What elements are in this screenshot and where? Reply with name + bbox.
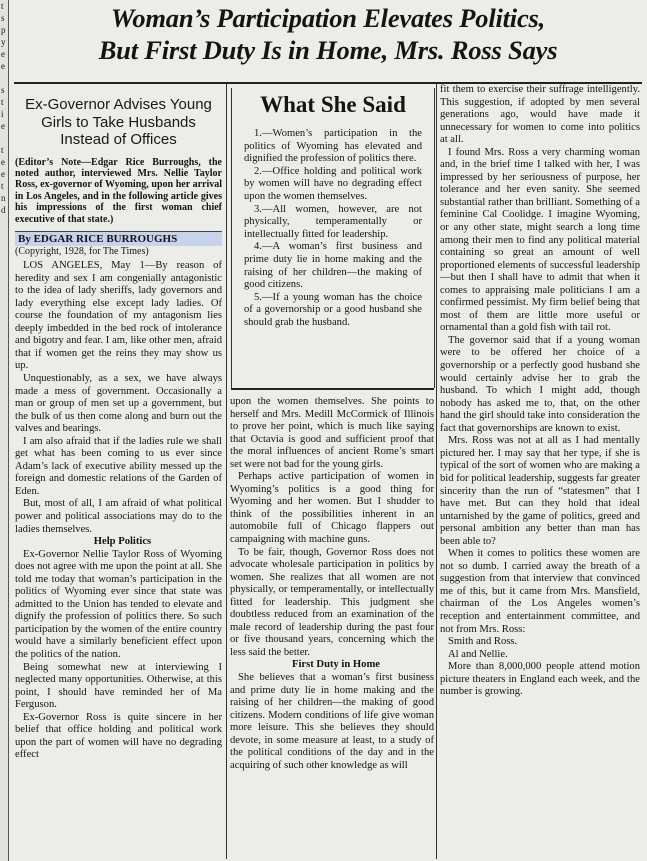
byline: By EDGAR RICE BURROUGHS — [15, 231, 222, 247]
headline-line-1: Woman’s Participation Elevates Politics, — [110, 3, 546, 33]
edge-letter: y — [1, 37, 6, 47]
edge-letter: e — [1, 121, 5, 131]
edge-letter: i — [1, 109, 4, 119]
edge-letter: e — [1, 169, 5, 179]
edge-letter: s — [1, 13, 5, 23]
section-head: Help Politics — [93, 536, 152, 548]
what-she-said-box — [231, 88, 435, 388]
headline — [14, 2, 642, 66]
paragraph: Unquestionably, as a sex, we have always made a mess of government. Occasionally a man or group of men set up a government, but the bulk of us then come along and burn out the valves and bearings. — [15, 372, 222, 435]
article-column-3 — [440, 84, 640, 699]
edge-letter: t — [1, 97, 4, 107]
box-title: What She Said — [260, 92, 406, 117]
edge-letter — [1, 132, 8, 144]
paragraph: Mrs. Ross was not at all as I had mentally pictured her. I may say that her type, if she is typical of the sort of women who are making a bid for political leadership, suggests far greater sincerity than the run of “statesmen” that I have met. But can they hold that ideal untarnished by the game of politics, greed and personal ambition any better than man has been able to? — [440, 435, 640, 547]
editor-note: (Editor’s Note—Edgar Rice Burroughs, the noted author, interviewed Mrs. Nellie Taylor Ross, ex-governor of Wyoming, upon her arrival in Los Angeles, and in the following article gives his impressions of the first woman chief executive of that state.) — [15, 156, 222, 225]
edge-letter: s — [1, 85, 5, 95]
copyright-line: (Copyright, 1928, for The Times) — [15, 246, 149, 258]
box-item: 2.—Office holding and political work by women will have no degrading effect upon the women themselves. — [244, 165, 422, 202]
paragraph: LOS ANGELES, May 1—By reason of heredity and sex I am congenially antagonistic to the idea of lady sheriffs, lady governors and lady everything else except lady ladies. Of course the foundation of my antagonism lies deeply imbedded in the bed rock of intolerance and bigotry and fear. I am, like other men, afraid that if women get the reins they may show us up. — [15, 260, 222, 372]
edge-letter: p — [1, 25, 6, 35]
paragraph: But, most of all, I am afraid of what political power and political associations may do to the ladies themselves. — [15, 498, 222, 535]
adjacent-column-edge — [0, 0, 9, 861]
paragraph: Being somewhat new at interviewing I neglected many opportunities. Otherwise, at this point, I should have reminded her of Ma Ferguson. — [15, 661, 222, 711]
box-item: 3.—All women, however, are not physically, temperamentally or intellectually fitted for leadership. — [244, 203, 422, 240]
article-column-2 — [230, 396, 434, 772]
signoff-line: Smith and Ross. — [448, 636, 518, 648]
edge-letter — [1, 72, 8, 84]
paragraph: Perhaps active participation of women in Wyoming’s politics is a good thing for Wyoming and her women. But I shudder to think of the possibilities inherent in an automobile full of Chicago flappers out campaigning with machine guns. — [230, 471, 434, 546]
paragraph: fit them to exercise their suffrage intelligently. This suggestion, if adopted by men several generations ago, would have made it unnecessary for women to come into politics at all. — [440, 84, 640, 146]
edge-letter: e — [1, 157, 5, 167]
subheadline: Ex-Governor Advises Young Girls to Take Husbands Instead of Offices — [25, 96, 212, 148]
box-item: 1.—Women’s participation in the politics of Wyoming has elevated and dignified the profession of politics there. — [244, 128, 422, 165]
paragraph: Ex-Governor Nellie Taylor Ross of Wyoming does not agree with me upon the point at all. She told me today that woman’s participation in the politics of Wyoming ever since that state was admitted to the Union has tended to elevate and dignify the profession of politics there. So such participation by the women of the entire country would have a similarly beneficient effect upon the politics of the nation. — [15, 548, 222, 660]
box-item: 4.—A woman’s first business and prime duty lie in home making and the raising of her children—the making of good citizens. — [244, 241, 422, 291]
headline-line-2: But First Duty Is in Home, Mrs. Ross Says — [98, 35, 558, 65]
paragraph: Ex-Governor Ross is quite sincere in her belief that office holding and political work upon the part of women will have no degrading effect — [15, 711, 222, 761]
edge-letter: t — [1, 1, 4, 11]
filler-note: More than 8,000,000 people attend motion picture theaters in England each week, and the number is growing. — [440, 661, 640, 698]
edge-letter: d — [1, 205, 6, 215]
section-head: First Duty in Home — [292, 659, 380, 671]
paragraph: I am also afraid that if the ladies rule we shall get what has been coming to us ever since Adam’s lack of executive ability messed up the foreign and domestic relations of the Garden of Eden. — [15, 435, 222, 497]
edge-letter: t — [1, 181, 4, 191]
edge-letter: t — [1, 145, 4, 155]
article-column-1 — [15, 92, 222, 762]
signoff-line: Al and Nellie. — [448, 648, 508, 660]
paragraph: The governor said that if a young woman were to be offered her choice of a governorship or a perfectly good husband she would certainly advise her to grab the husband. To which I might add, though nobody has asked me to, that, on the other hand the girl should take into consideration the fact that governorships are known to exist. — [440, 334, 640, 434]
paragraph: To be fair, though, Governor Ross does not advocate wholesale participation in politics by women. She realizes that all women are not physically, or temperamentally, or intellectually fitted for leadership. This judgment she doubtless reduced from an examination of the male record of leadership during the past four or five thousand years, concerning which the less said the better. — [230, 546, 434, 658]
box-bottom-rule — [231, 388, 434, 390]
paragraph: I found Mrs. Ross a very charming woman and, in the brief time I talked with her, I was impressed by her seriousness of purpose, her tolerance and her even sanity. She seemed substantial rather than brilliant. Something of a feminine Cal Coolidge. I imagine Wyoming, or any other state, might search a long time among their men to find any political material containing so great an amount of well proportioned elements of successful leadership—but then I shall have to admit that when it comes to appraising male politicians I am a confirmed pessimist. My firm belief being that most of them are little more useful or ornamental than a gold fish with tail rot. — [440, 146, 640, 334]
box-item: 5.—If a young woman has the choice of a governorship or a good husband she should grab the husband. — [244, 291, 422, 328]
paragraph: She believes that a woman’s first business and prime duty lie in home making and the raising of her children—the making of good citizens. Modern conditions of life give woman more leisure. This she believes they should devote, in some measure at least, to a study of the political conditions of the day and in the acquiring of such other knowledge as will — [230, 672, 434, 771]
column-rule-2 — [436, 84, 437, 859]
column-rule-1 — [226, 84, 227, 859]
edge-letter: n — [1, 193, 6, 203]
paragraph: upon the women themselves. She points to herself and Mrs. Medill McCormick of Illinois to prove her point, which is much like saying that Octavia is good and sufficient proof that the moral influences of ancient Rome’s smart set were not bad for the young girls. — [230, 396, 434, 470]
edge-letter: e — [1, 49, 5, 59]
paragraph: When it comes to politics these women are not so dumb. I carried away the breath of a suggestion from that interview that convinced me of this, but it came from Mrs. Mansfield, chairman of the Los Angeles women’s reception and entertainment committee, and not from Mrs. Ross: — [440, 548, 640, 635]
edge-letter: e — [1, 61, 5, 71]
